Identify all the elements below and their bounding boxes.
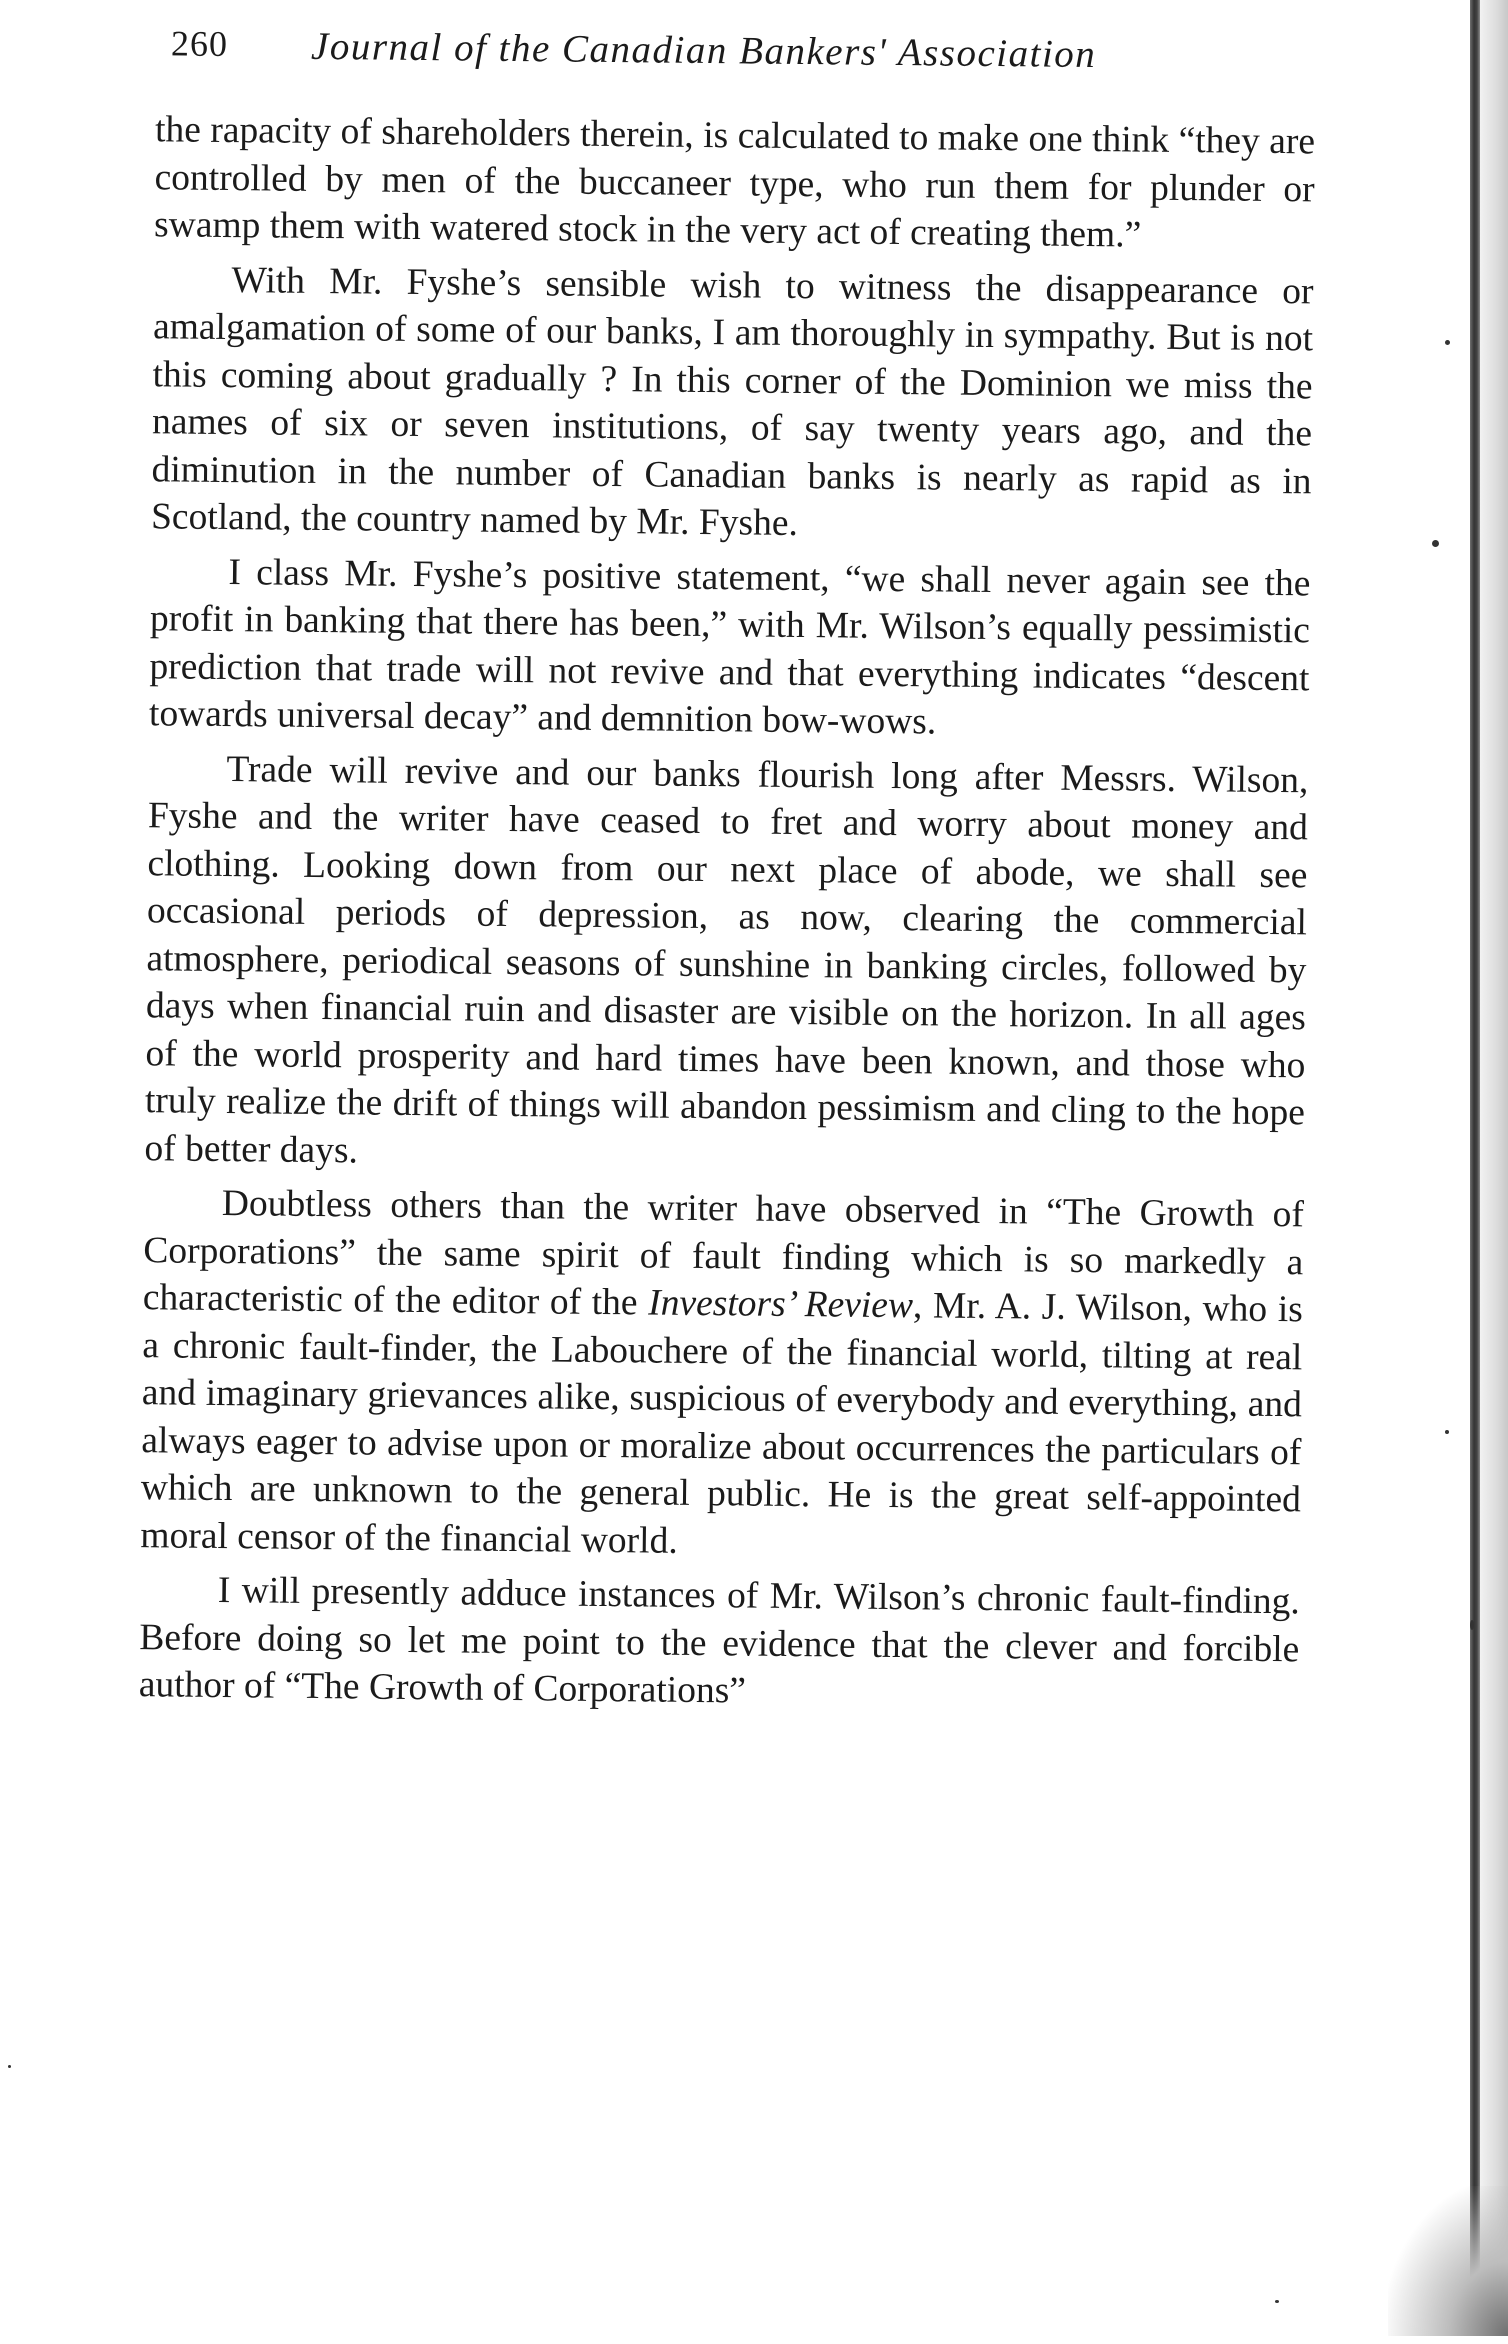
scan-speck [1470, 1620, 1474, 1630]
paragraph-2: With Mr. Fyshe’s sensible wish to witness the disappearance or amalgamation of some of our banks, I am thoroughly in sympathy. But is not this coming about gradually ? In this corner of the Dominion we miss the names of six or seven institutions, of say twenty years ago, and the diminution in the number of Canadian banks is nearly as rapid as in Scotland, the country named by Mr. Fyshe. [150, 259, 1314, 544]
running-title: Journal of the Canadian Bankers' Association [310, 24, 1097, 77]
paragraph-5-text-b: , Mr. A. J. Wilson, who is a chronic fault-finder, the Labouchere of the financial world, tilting at real and imaginary grievances alike, suspicious of everybody and everything, and always eager to advise upon or moralize about occurrences the particulars of which are unknown to the general public. He is the great self-appointed moral censor of the financial world. [140, 1285, 1304, 1562]
binding-edge [1470, 0, 1480, 2336]
scan-speck [1432, 540, 1439, 547]
body-text [139, 106, 1316, 1728]
paragraph-5-text-a: Doubtless others than the writer have observed in “The Growth of Corporations” the same spirit of fault finding which is so markedly a characteristic of the editor of the [142, 1183, 1305, 1324]
page-edge-shadow [1480, 0, 1508, 2336]
paragraph-5 [140, 1179, 1304, 1571]
paragraph-4: Trade will revive and our banks flourish long after Messrs. Wilson, Fyshe and the writer have ceased to fret and worry about money and clothing. Looking down from our next place of abode, we shall see occasional periods of depression, as now, clearing the commercial atmosphere, periodical seasons of sunshine in banking circles, followed by days when financial ruin and disaster are visible on the horizon. In all ages of the world prosperity and hard times have been known, and those who truly realize the drift of things will abandon pessimism and cling to the hope of better days. [144, 748, 1309, 1171]
corner-shadow [1388, 2186, 1508, 2336]
paragraph-6: I will presently adduce instances of Mr. Wilson’s chronic fault-finding. Before doing so let me point to the evidence that the clever and forcible author of “The Growth of Corporations” [138, 1569, 1300, 1712]
page-header [171, 22, 1332, 104]
paragraph-3: I class Mr. Fyshe’s positive statement, “we shall never again see the profit in banking that there has been,” with Mr. Wilson’s equally pessimistic prediction that trade will not revive and that everything indicates “descent towards universal decay” and demnition bow-wows. [148, 551, 1311, 743]
scan-speck [1445, 340, 1450, 345]
scan-speck [1445, 1430, 1449, 1434]
paragraph-1: the rapacity of shareholders therein, is calculated to make one think “they are controlled by men of the buccaneer type, who run them for plunder or swamp them with watered stock in the very act of creating them.” [153, 109, 1316, 256]
scan-speck [1275, 2300, 1279, 2303]
publication-title-italic: Investors’ Review [648, 1282, 914, 1327]
scan-speck [8, 2065, 11, 2068]
page-number: 260 [170, 23, 229, 64]
